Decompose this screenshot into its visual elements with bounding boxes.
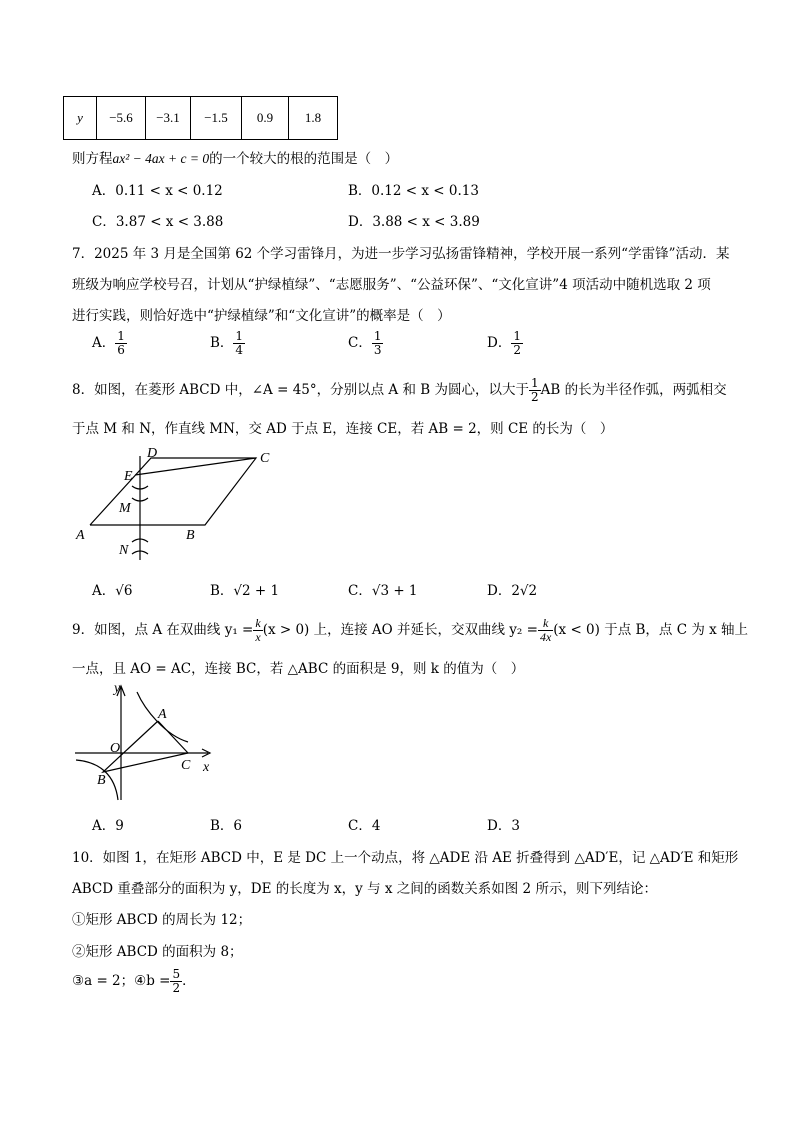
label-d: D [147, 446, 158, 461]
q7-line-1: 7．2025 年 3 月是全国第 62 个学习雷锋月，为进一步学习弘扬雷锋精神，学校开展一系列“学雷锋”活动．某 [72, 246, 730, 262]
q9-option-b[interactable] [210, 814, 242, 834]
fraction-denominator: 3 [373, 343, 382, 357]
label-c: C [181, 758, 191, 773]
fraction-numerator: 1 [117, 329, 125, 343]
label-m: M [119, 501, 131, 516]
q9-option-a[interactable] [92, 814, 124, 834]
option-label: D． [487, 335, 512, 351]
option-label: B． [210, 583, 234, 599]
q6-stem [72, 147, 398, 167]
label-o: O [110, 741, 121, 756]
q8-option-a[interactable] [92, 579, 132, 599]
option-text: 0.12 < x < 0.13 [371, 183, 479, 199]
option-text: 3 [511, 818, 520, 834]
q10-c34-post: ． [182, 973, 196, 989]
q7-line-2: 班级为响应学校号召，计划从“护绿植绿”、“志愿服务”、“公益环保”、“文化宣讲”4 项活动中随机选取 2 项 [72, 277, 711, 293]
q9-line-2: 一点，且 AO = AC，连接 BC，若 △ABC 的面积是 9，则 k 的值为（ ） [72, 661, 525, 677]
q9-text-c: (x < 0) 于点 B，点 C 为 x 轴上 [553, 622, 749, 638]
option-label: B． [210, 818, 234, 834]
q7-option-a[interactable] [92, 330, 127, 357]
label-e: E [124, 469, 133, 484]
q8-rhombus-figure [70, 442, 290, 564]
option-text: 6 [233, 818, 243, 834]
option-label: A． [92, 818, 116, 834]
fraction-denominator: 2 [513, 343, 521, 357]
q10-fraction [170, 968, 182, 995]
option-label: D． [348, 214, 373, 230]
fraction-denominator: 2 [530, 390, 539, 404]
option-text: 4 [371, 818, 381, 834]
q10-conclusion-3-4 [72, 968, 196, 995]
table-row [64, 97, 338, 140]
q10-line-2: ABCD 重叠部分的面积为 y，DE 的长度为 x，y 与 x 之间的函数关系如图 2 所示，则下列结论： [72, 881, 657, 897]
option-label: A． [92, 335, 116, 351]
option-label: C． [348, 818, 372, 834]
option-text: 3.88 < x < 3.89 [372, 214, 480, 230]
q10-conclusion-1: ①矩形 ABCD 的周长为 12； [72, 912, 252, 928]
option-text: √3 + 1 [371, 583, 418, 599]
fraction-denominator: x [255, 630, 261, 644]
q8-line-2: 于点 M 和 N，作直线 MN，交 AD 于点 E，连接 CE，若 AB = 2，则 CE 的长为（ ） [72, 421, 614, 437]
q7-option-c[interactable] [348, 330, 383, 357]
fraction-numerator: k [542, 616, 549, 630]
q8-option-c[interactable] [348, 579, 418, 599]
label-a: A [76, 528, 85, 543]
option-fraction [115, 330, 127, 357]
fraction-denominator: 4 [235, 343, 244, 357]
q9-fraction-2 [538, 617, 553, 644]
q8-fraction [529, 377, 541, 404]
values-table [63, 96, 338, 140]
fraction-numerator: 1 [513, 329, 521, 343]
q9-fraction-1 [253, 617, 262, 644]
table-cell: 0.9 [242, 97, 289, 140]
fraction-numerator: 5 [172, 967, 181, 981]
q9-text-b: (x > 0) 上，连接 AO 并延长，交双曲线 y₂ = [262, 622, 538, 638]
q8-line-1-pre: 8．如图，在菱形 ABCD 中，∠A = 45°，分别以点 A 和 B 为圆心，以大于 [72, 382, 529, 398]
q8-option-d[interactable] [487, 579, 537, 599]
q7-option-b[interactable] [210, 330, 245, 357]
q8-line-1 [72, 377, 727, 404]
label-y: y [114, 681, 121, 696]
fraction-numerator: 1 [530, 376, 539, 390]
option-text: √6 [115, 583, 133, 599]
q6-option-d[interactable] [348, 210, 480, 230]
table-cell: −5.6 [97, 97, 146, 140]
option-label: B． [348, 183, 372, 199]
option-label: A． [92, 183, 116, 199]
option-label: C． [348, 583, 372, 599]
label-b: B [97, 773, 106, 788]
option-text: 0.11 < x < 0.12 [115, 183, 223, 199]
label-x: x [203, 760, 210, 775]
label-c: C [260, 451, 270, 466]
option-label: D． [487, 818, 512, 834]
fraction-numerator: k [255, 616, 261, 630]
fraction-numerator: 1 [373, 329, 382, 343]
q6-option-c[interactable] [92, 210, 223, 230]
q9-option-c[interactable] [348, 814, 380, 834]
label-a: A [158, 707, 167, 722]
option-text: 2√2 [511, 583, 538, 599]
q6-stem-equation: ax² − 4ax + c = 0 [112, 151, 210, 166]
table-cell: 1.8 [289, 97, 338, 140]
option-label: C． [348, 335, 372, 351]
table-header-y: y [64, 97, 97, 140]
option-label: C． [92, 214, 116, 230]
q10-conclusion-2: ②矩形 ABCD 的面积为 8； [72, 944, 243, 960]
q10-c34-pre: ③a = 2；④b = [72, 973, 171, 989]
option-fraction [233, 330, 245, 357]
q9-option-d[interactable] [487, 814, 520, 834]
q9-line-1 [72, 617, 748, 644]
fraction-denominator: 6 [117, 343, 125, 357]
q6-option-b[interactable] [348, 179, 479, 199]
label-n: N [119, 543, 129, 558]
q7-option-d[interactable] [487, 330, 523, 357]
option-text: 3.87 < x < 3.88 [115, 214, 224, 230]
table-cell: −3.1 [146, 97, 191, 140]
rhombus-abcd [90, 458, 256, 525]
q9-text-a: 9．如图，点 A 在双曲线 y₁ = [72, 622, 254, 638]
option-label: B． [210, 335, 234, 351]
option-fraction [511, 330, 523, 357]
option-label: D． [487, 583, 512, 599]
q9-hyperbola-figure [70, 680, 220, 806]
option-text: 9 [115, 818, 124, 834]
fraction-denominator: 2 [172, 981, 181, 995]
q7-line-3: 进行实践，则恰好选中“护绿植绿”和“文化宣讲”的概率是（ ） [72, 308, 451, 324]
q6-option-a[interactable] [92, 179, 223, 199]
table-cell: −1.5 [191, 97, 242, 140]
option-text: √2 + 1 [233, 583, 280, 599]
q8-option-b[interactable] [210, 579, 279, 599]
fraction-denominator: 4x [539, 630, 552, 644]
option-fraction [372, 330, 384, 357]
q6-stem-pre: 则方程 [72, 151, 113, 167]
q8-line-1-post: AB 的长为半径作弧，两弧相交 [540, 382, 727, 398]
option-label: A． [92, 583, 116, 599]
fraction-numerator: 1 [235, 329, 244, 343]
q6-stem-post: 的一个较大的根的范围是（ ） [209, 151, 399, 167]
label-b: B [186, 528, 195, 543]
q10-line-1: 10．如图 1，在矩形 ABCD 中，E 是 DC 上一个动点，将 △ADE 沿 AE 折叠得到 △AD′E，记 △AD′E 和矩形 [72, 850, 739, 866]
